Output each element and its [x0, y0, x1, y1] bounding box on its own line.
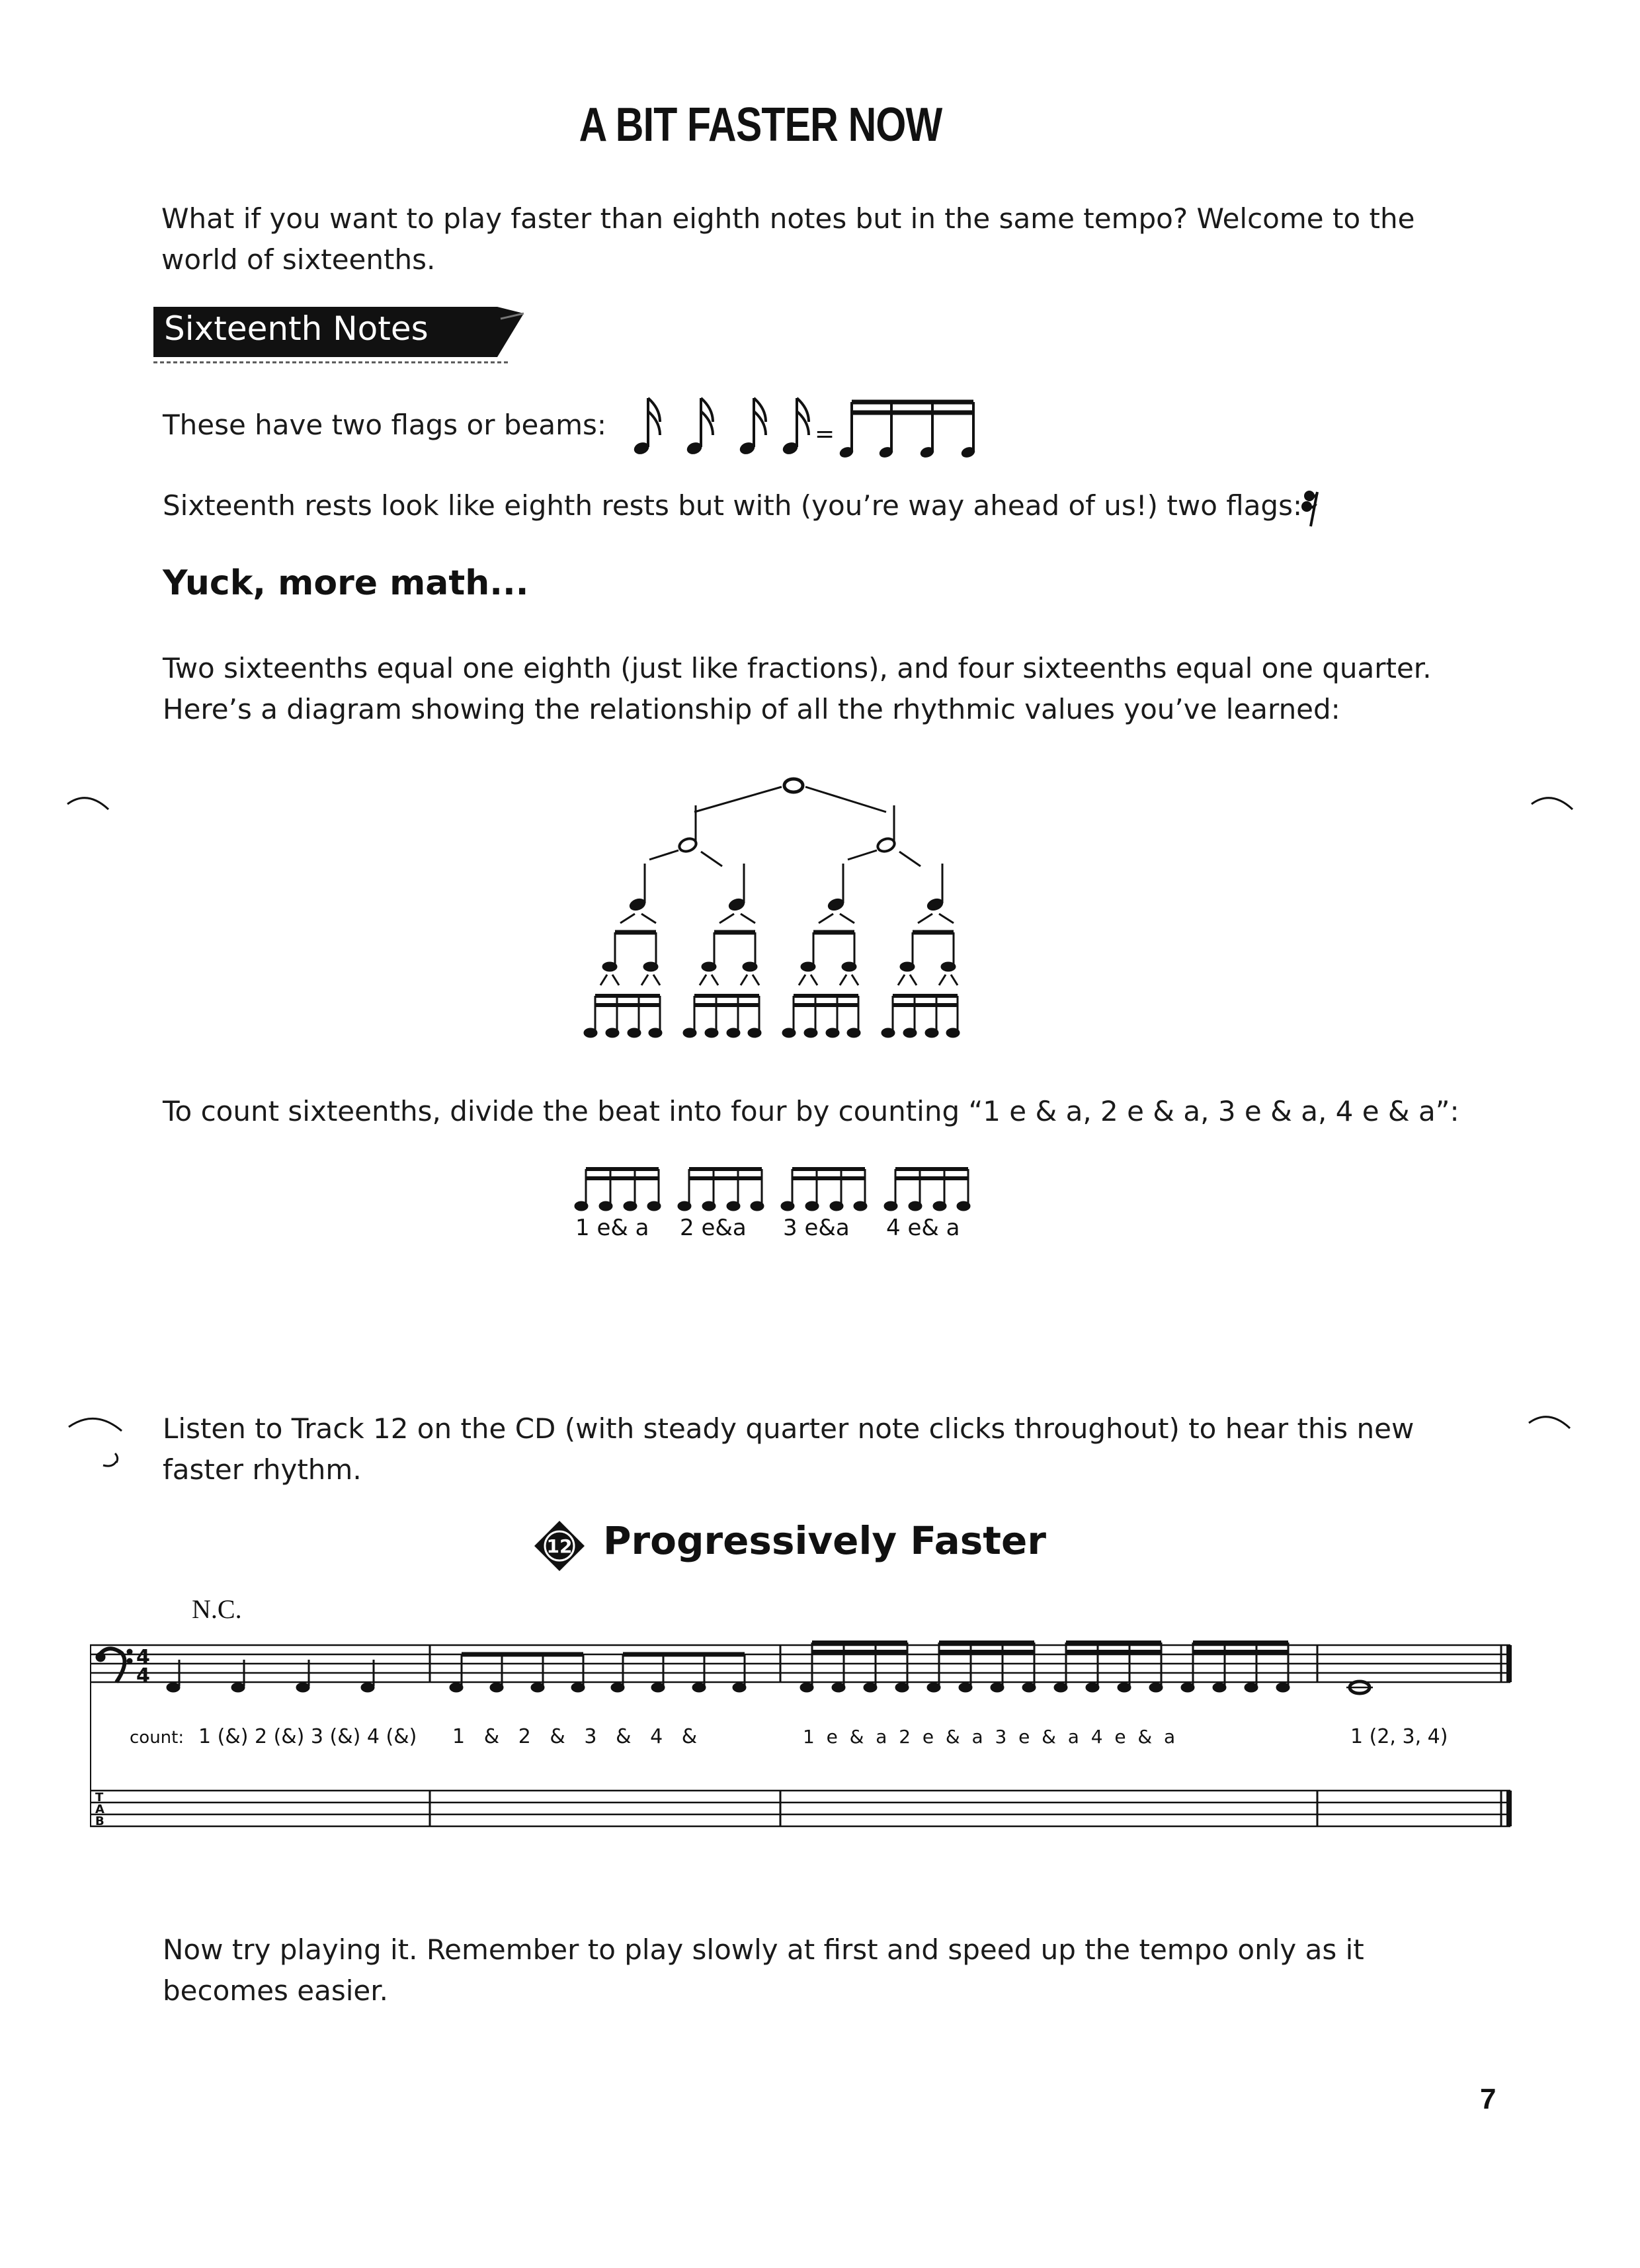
listen-line-1: Listen to Track 12 on the CD (with steady quarter note clicks throughout) to hear this new	[163, 1412, 1414, 1445]
sixteenth-note-group	[678, 1169, 764, 1211]
intro-paragraph	[161, 198, 1414, 280]
count-measure-1: 1 (&) 2 (&) 3 (&) 4 (&)	[198, 1725, 417, 1748]
track-title: Progressively Faster	[603, 1518, 1046, 1563]
tab-label: B	[95, 1814, 104, 1828]
tab-lines	[90, 1791, 1510, 1826]
sixteenth-note-group	[884, 1169, 970, 1211]
eighth-note-pair	[702, 932, 757, 971]
equals-sign: =	[815, 421, 835, 448]
listen-paragraph	[163, 1408, 1414, 1490]
measure-1-notes	[167, 1660, 374, 1692]
sixteenth-note-group	[882, 996, 960, 1037]
sixteenth-note-group	[584, 996, 662, 1037]
intro-line-1: What if you want to play faster than eighth notes but in the same tempo? Welcome to the	[161, 202, 1415, 235]
margin-mark	[1530, 787, 1577, 813]
listen-line-2: faster rhythm.	[163, 1453, 362, 1486]
closing-paragraph	[163, 1929, 1364, 2011]
closing-line-1: Now try playing it. Remember to play slowly at first and speed up the tempo only as it	[163, 1933, 1364, 1966]
math-line-2: Here’s a diagram showing the relationship of all the rhythmic values you’ve learned:	[163, 693, 1340, 725]
half-note	[876, 805, 897, 854]
quarter-note	[628, 864, 647, 912]
rests-text: Sixteenth rests look like eighth rests but with (you’re way ahead of us!) two flags:	[163, 489, 1303, 522]
page-number: 7	[1480, 2083, 1496, 2115]
count-measure-2: 1 & 2 & 3 & 4 &	[452, 1725, 698, 1748]
count-label: 3 e&a	[783, 1215, 850, 1236]
count-measure-4: 1 (2, 3, 4)	[1350, 1725, 1448, 1748]
count-label: 2 e&a	[680, 1215, 747, 1236]
measure-3-notes	[800, 1642, 1290, 1692]
beamed-sixteenth-notes	[839, 402, 976, 459]
track-number: 12	[546, 1535, 573, 1557]
tab-label: T	[95, 1791, 104, 1804]
sixteenth-note-group	[782, 996, 860, 1037]
time-signature-bottom: 4	[136, 1664, 150, 1687]
eighth-note-pair	[801, 932, 856, 971]
intro-line-2: world of sixteenths.	[161, 243, 436, 276]
flagged-sixteenth-notes	[633, 398, 809, 456]
count-instructions: To count sixteenths, divide the beat into four by counting “1 e & a, 2 e & a, 3 e & a, 4 e & a”:	[163, 1095, 1459, 1127]
banner-label: Sixteenth Notes	[164, 309, 429, 348]
half-note	[678, 805, 698, 854]
whole-note	[784, 779, 803, 792]
closing-line-2: becomes easier.	[163, 1974, 389, 2007]
sixteenth-note-group	[575, 1169, 661, 1211]
sixteenth-rest-icon	[1300, 489, 1327, 529]
sixteenth-count-example	[571, 1164, 995, 1236]
time-signature-top: 4	[136, 1646, 150, 1669]
margin-mark	[66, 787, 112, 813]
sixteenth-notes-equation	[622, 390, 979, 463]
cd-listen-icon	[63, 1407, 136, 1480]
sixteenth-note-group	[683, 996, 761, 1037]
quarter-note	[727, 864, 746, 912]
eighth-note-pair	[900, 932, 956, 971]
bass-staff-and-tab	[90, 1637, 1518, 1855]
tab-label: A	[95, 1802, 104, 1816]
math-paragraph	[163, 648, 1432, 730]
no-chord-label: N.C.	[192, 1594, 242, 1624]
quarter-note	[827, 864, 845, 912]
section-banner	[153, 305, 524, 357]
page-title: A BIT FASTER NOW	[579, 99, 942, 151]
count-label: 4 e& a	[886, 1215, 960, 1236]
margin-mark	[1528, 1406, 1574, 1432]
flags-text: These have two flags or beams:	[163, 409, 607, 441]
staff-lines	[90, 1645, 1510, 1682]
eighth-note-pair	[602, 932, 658, 971]
math-subhead: Yuck, more math...	[163, 563, 529, 603]
track-number-badge	[533, 1519, 586, 1572]
rhythm-tree-diagram	[575, 767, 985, 1051]
sixteenth-note-group	[781, 1169, 867, 1211]
count-label: 1 e& a	[575, 1215, 649, 1236]
quarter-note	[926, 864, 944, 912]
count-measure-3: 1 e & a 2 e & a 3 e & a 4 e & a	[803, 1726, 1176, 1748]
count-prefix: count:	[130, 1728, 184, 1748]
math-line-1: Two sixteenths equal one eighth (just like fractions), and four sixteenths equal one quarter.	[163, 652, 1432, 684]
